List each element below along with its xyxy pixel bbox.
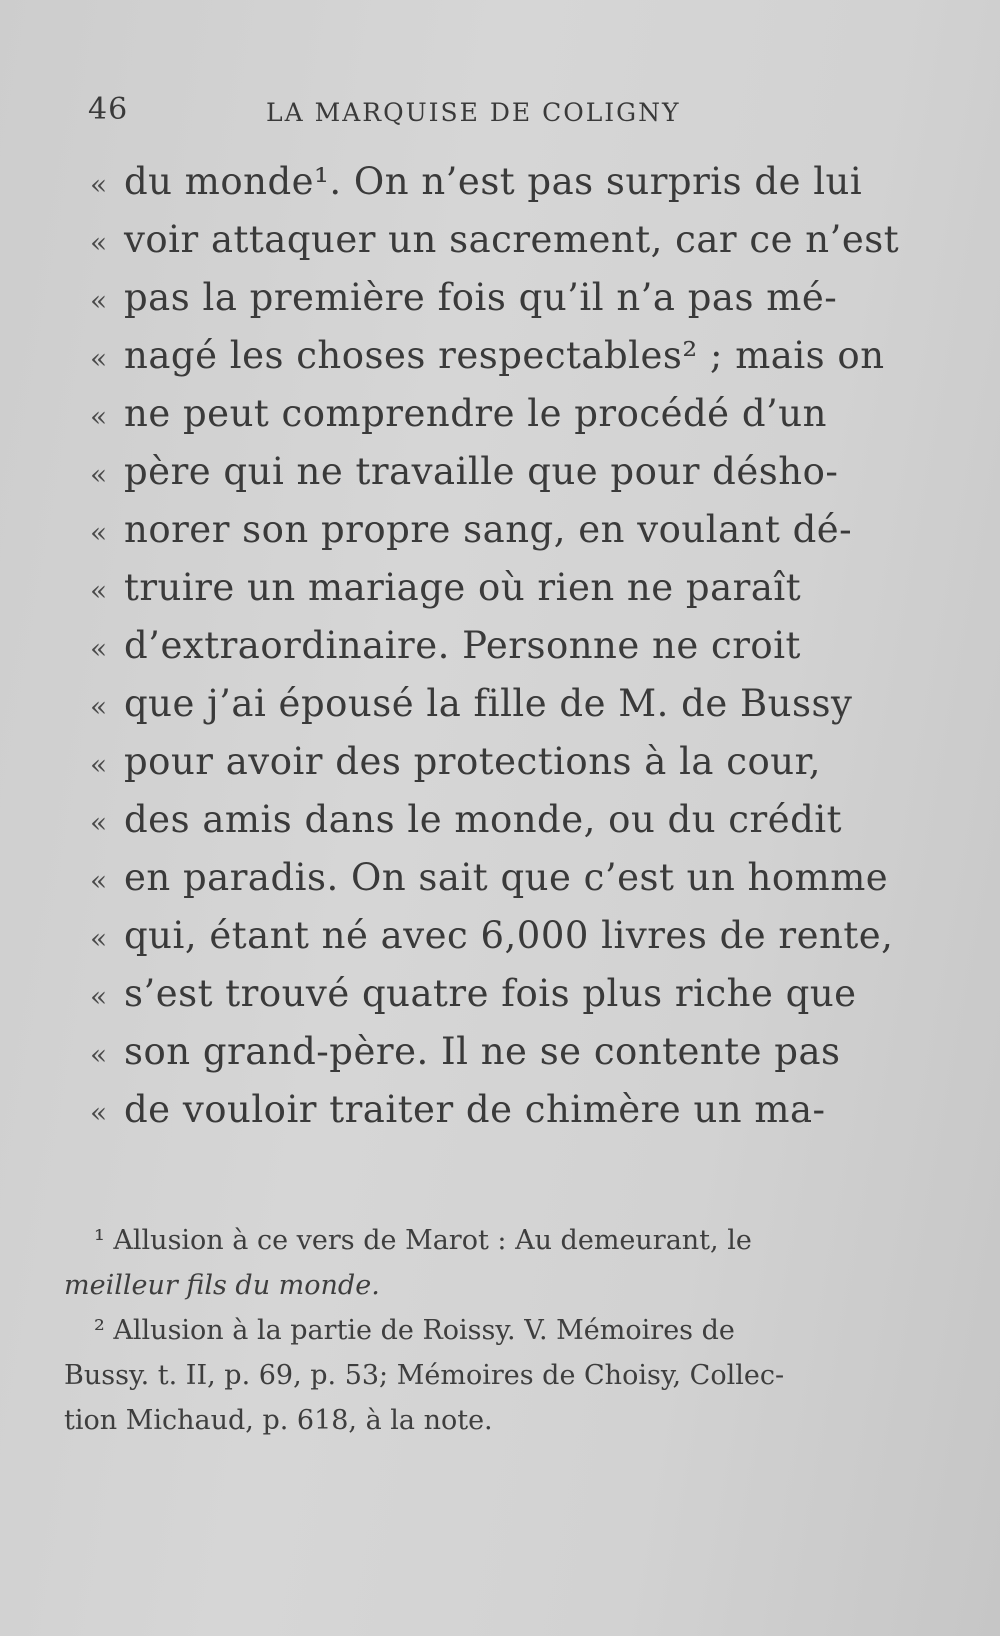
body-line <box>90 1030 874 1088</box>
body-line <box>90 798 874 856</box>
line-text: norer son propre sang, en voulant dé- <box>124 508 853 551</box>
footnote-1-line: ¹ Allusion à ce vers de Marot : Au demeurant, le <box>94 1225 752 1256</box>
quote-mark: « <box>90 458 108 491</box>
quote-mark: « <box>90 226 108 259</box>
quote-mark: « <box>90 864 108 897</box>
line-text: son grand-père. Il ne se contente pas <box>124 1030 841 1073</box>
body-line <box>90 160 874 218</box>
line-text: père qui ne travaille que pour désho- <box>124 450 839 493</box>
line-text: du monde¹. On n’est pas surpris de lui <box>124 160 863 203</box>
footnote-2-line: ² Allusion à la partie de Roissy. V. Mémoires de <box>94 1315 735 1346</box>
running-title: LA MARQUISE DE COLIGNY <box>266 98 681 127</box>
body-line <box>90 450 874 508</box>
quote-mark: « <box>90 1096 108 1129</box>
quote-mark: « <box>90 516 108 549</box>
line-text: des amis dans le monde, ou du crédit <box>124 798 843 841</box>
quote-mark: « <box>90 632 108 665</box>
body-line <box>90 856 889 914</box>
body-line <box>90 624 874 682</box>
line-text: s’est trouvé quatre fois plus riche que <box>124 972 857 1015</box>
quote-mark: « <box>90 342 108 375</box>
body-text <box>90 160 900 1146</box>
body-line <box>90 392 874 450</box>
footnotes <box>64 1218 854 1443</box>
line-text: ne peut comprendre le procédé d’un <box>124 392 827 435</box>
body-line <box>90 1088 874 1146</box>
quote-mark: « <box>90 574 108 607</box>
quote-mark: « <box>90 168 108 201</box>
body-line <box>90 914 894 972</box>
quote-mark: « <box>90 284 108 317</box>
quote-mark: « <box>90 690 108 723</box>
body-line <box>90 276 874 334</box>
quote-mark: « <box>90 806 108 839</box>
body-line <box>90 508 874 566</box>
body-line <box>90 682 874 740</box>
footnote-2-line: Bussy. t. II, p. 69, p. 53; Mémoires de Choisy, Collec- <box>64 1360 785 1391</box>
line-text: voir attaquer un sacrement, car ce n’est <box>124 218 900 261</box>
line-text: d’extraordinaire. Personne ne croit <box>124 624 801 667</box>
line-text: pas la première fois qu’il n’a pas mé- <box>124 276 838 319</box>
page-number: 46 <box>88 92 129 127</box>
line-text: qui, étant né avec 6,000 livres de rente, <box>124 914 894 957</box>
quote-mark: « <box>90 748 108 781</box>
line-text: nagé les choses respectables² ; mais on <box>124 334 885 377</box>
line-text: que j’ai épousé la fille de M. de Bussy <box>124 682 853 725</box>
line-text: pour avoir des protections à la cour, <box>124 740 821 783</box>
line-text: de vouloir traiter de chimère un ma- <box>124 1088 826 1131</box>
running-head <box>88 92 888 132</box>
quote-mark: « <box>90 922 108 955</box>
line-text: truire un mariage où rien ne paraît <box>124 566 802 609</box>
quote-mark: « <box>90 1038 108 1071</box>
body-line <box>90 334 885 392</box>
body-line <box>90 972 874 1030</box>
quote-mark: « <box>90 980 108 1013</box>
body-line <box>90 566 874 624</box>
line-text: en paradis. On sait que c’est un homme <box>124 856 889 899</box>
body-line <box>90 740 874 798</box>
body-line <box>90 218 900 276</box>
quote-mark: « <box>90 400 108 433</box>
footnote-2-line: tion Michaud, p. 618, à la note. <box>64 1405 493 1436</box>
footnote-1-line: meilleur fils du monde. <box>64 1270 380 1301</box>
